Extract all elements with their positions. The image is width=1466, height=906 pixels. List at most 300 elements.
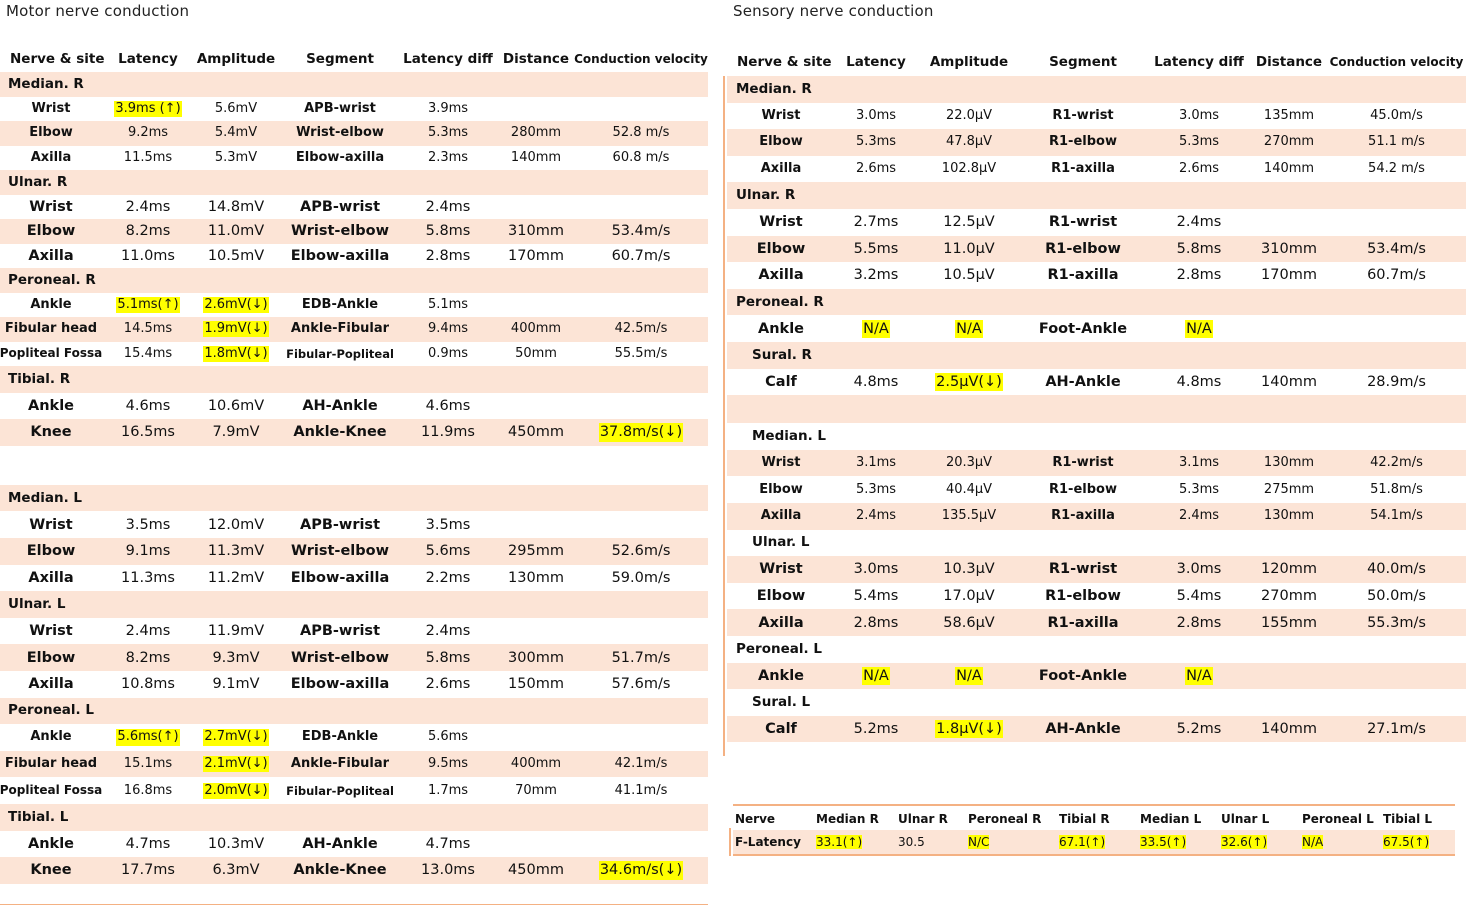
sensory-cell-distance xyxy=(1247,716,1331,743)
motor-cell-value: 9.4ms xyxy=(427,321,469,337)
sensory-cell-latency xyxy=(831,129,921,156)
motor-cell-conduction-velocity xyxy=(576,671,706,698)
sensory-cell-site xyxy=(727,476,835,503)
sensory-cell-site xyxy=(727,609,835,636)
motor-cell-value: 9.1ms xyxy=(125,543,171,560)
motor-cell-value: Elbow xyxy=(29,125,73,141)
sensory-cell-segment xyxy=(1017,315,1149,342)
sensory-cell-latency xyxy=(831,503,921,530)
motor-data-row xyxy=(0,244,708,269)
sensory-data-row xyxy=(727,103,1466,130)
motor-cell-value: 16.5ms xyxy=(121,424,175,441)
sensory-cell-distance xyxy=(1247,369,1331,396)
motor-cell-latency-diff xyxy=(400,146,496,171)
motor-cell-latency xyxy=(100,393,196,420)
motor-cell-amplitude xyxy=(190,777,282,804)
motor-cell-amplitude xyxy=(190,671,282,698)
motor-data-row xyxy=(0,511,708,538)
sensory-cell-segment xyxy=(1017,716,1149,743)
motor-cell-value: EDB-Ankle xyxy=(301,729,379,745)
sensory-cell-value: 3.0ms xyxy=(855,107,897,123)
motor-cell-latency xyxy=(100,671,196,698)
motor-cell-site xyxy=(0,146,102,171)
motor-section-peroneal-l xyxy=(0,698,708,725)
sensory-data-row xyxy=(727,156,1466,183)
sensory-cell-conduction-velocity xyxy=(1327,583,1466,610)
sensory-section-ulnar-l xyxy=(727,530,1466,557)
motor-cell-latency xyxy=(100,857,196,884)
f-latency-value-text: 32.6(↑) xyxy=(1221,835,1268,849)
motor-cell-segment xyxy=(284,857,396,884)
motor-cell-value: 70mm xyxy=(515,782,557,798)
motor-cell-value: 3.9ms (↑) xyxy=(115,100,181,116)
sensory-cell-latency-diff xyxy=(1147,450,1251,477)
motor-cell-amplitude xyxy=(190,121,282,146)
sensory-cell-value: Wrist xyxy=(759,214,803,231)
motor-cell-latency-diff xyxy=(400,419,496,446)
sensory-cell-amplitude xyxy=(921,209,1017,236)
motor-cell-latency xyxy=(100,751,196,778)
motor-cell-value: Ankle xyxy=(30,729,72,745)
motor-cell-latency xyxy=(100,511,196,538)
motor-cell-distance xyxy=(494,511,578,538)
motor-cell-amplitude xyxy=(190,618,282,645)
sensory-cell-value: 47.8μV xyxy=(945,134,993,150)
motor-cell-value: Axilla xyxy=(28,676,74,693)
motor-cell-latency-diff xyxy=(400,565,496,592)
f-latency-value xyxy=(1302,832,1323,852)
sensory-section-label xyxy=(735,636,935,663)
sensory-cell-segment xyxy=(1017,663,1149,690)
sensory-cell-latency xyxy=(831,236,921,263)
sensory-cell-value: AH-Ankle xyxy=(1045,721,1121,738)
f-latency-row-label: F-Latency xyxy=(735,835,801,849)
sensory-cell-conduction-velocity xyxy=(1327,450,1466,477)
sensory-cell-latency xyxy=(831,156,921,183)
motor-cell-latency-diff xyxy=(400,618,496,645)
motor-section-median-l xyxy=(0,485,708,512)
motor-cell-value: 450mm xyxy=(508,424,564,441)
sensory-cell-value: 3.1ms xyxy=(855,454,897,470)
motor-cell-latency xyxy=(100,419,196,446)
sensory-cell-value: 5.3ms xyxy=(855,481,897,497)
motor-cell-site xyxy=(0,195,102,220)
motor-cell-latency-diff xyxy=(400,317,496,342)
motor-cell-conduction-velocity xyxy=(576,538,706,565)
motor-cell-site xyxy=(0,644,102,671)
motor-cell-conduction-velocity xyxy=(576,618,706,645)
motor-data-row xyxy=(0,121,708,146)
motor-cell-value: 6.3mV xyxy=(212,862,260,879)
motor-data-row xyxy=(0,342,708,367)
sensory-cell-value: 5.2ms xyxy=(1176,721,1222,738)
sensory-cell-value: Wrist xyxy=(761,454,801,470)
f-latency-value-text: N/C xyxy=(968,835,990,849)
motor-data-row xyxy=(0,565,708,592)
sensory-cell-distance xyxy=(1247,503,1331,530)
sensory-cell-value: 53.4m/s xyxy=(1367,240,1426,257)
sensory-cell-value: 5.8ms xyxy=(1176,240,1222,257)
sensory-section-peroneal-r xyxy=(727,289,1466,316)
sensory-section-peroneal-l xyxy=(727,636,1466,663)
sensory-cell-segment xyxy=(1017,236,1149,263)
sensory-section-label xyxy=(751,689,951,716)
motor-cell-value: Popliteal Fossa xyxy=(0,783,103,798)
motor-cell-amplitude xyxy=(190,195,282,220)
motor-cell-value: 12.0mV xyxy=(207,516,265,533)
sensory-cell-value: Ankle xyxy=(758,320,804,337)
sensory-cell-value: 2.4ms xyxy=(1176,214,1222,231)
sensory-section-sural-l xyxy=(727,689,1466,716)
motor-cell-segment xyxy=(284,538,396,565)
sensory-cell-segment xyxy=(1017,103,1149,130)
motor-section-label xyxy=(7,170,207,195)
sensory-cell-distance xyxy=(1247,450,1331,477)
sensory-cell-amplitude xyxy=(921,476,1017,503)
motor-header-amplitude xyxy=(190,46,282,72)
motor-cell-value: 14.5ms xyxy=(123,321,173,337)
sensory-data-row xyxy=(727,209,1466,236)
motor-cell-conduction-velocity xyxy=(576,724,706,751)
motor-cell-segment xyxy=(284,342,396,367)
motor-cell-site xyxy=(0,317,102,342)
sensory-cell-latency xyxy=(831,262,921,289)
motor-cell-latency xyxy=(100,777,196,804)
sensory-cell-latency-diff xyxy=(1147,129,1251,156)
sensory-cell-value: R1-wrist xyxy=(1052,107,1114,123)
motor-header-latency xyxy=(100,46,196,72)
sensory-cell-distance xyxy=(1247,103,1331,130)
sensory-section-text: Sural. R xyxy=(752,346,812,363)
motor-cell-value: 14.8mV xyxy=(207,198,265,215)
sensory-cell-amplitude xyxy=(921,315,1017,342)
motor-cell-value: 400mm xyxy=(510,321,562,337)
motor-cell-latency-diff xyxy=(400,219,496,244)
motor-data-row xyxy=(0,393,708,420)
f-latency-value xyxy=(1140,832,1186,852)
motor-cell-site xyxy=(0,293,102,318)
motor-cell-conduction-velocity xyxy=(576,857,706,884)
motor-cell-distance xyxy=(494,538,578,565)
sensory-cell-distance xyxy=(1247,156,1331,183)
motor-cell-amplitude xyxy=(190,565,282,592)
motor-cell-amplitude xyxy=(190,831,282,858)
sensory-cell-site xyxy=(727,262,835,289)
sensory-cell-value: 40.0m/s xyxy=(1367,561,1426,578)
motor-data-row xyxy=(0,751,708,778)
motor-cell-value: Fibular head xyxy=(4,321,98,337)
motor-cell-value: 2.4ms xyxy=(425,623,471,640)
motor-data-row xyxy=(0,538,708,565)
sensory-section-label xyxy=(735,182,935,209)
motor-cell-distance xyxy=(494,644,578,671)
motor-cell-value: 450mm xyxy=(508,862,564,879)
motor-cell-value: 5.8ms xyxy=(425,649,471,666)
sensory-cell-value: 2.6ms xyxy=(855,160,897,176)
sensory-cell-value: 140mm xyxy=(1263,160,1315,176)
motor-cell-distance xyxy=(494,317,578,342)
motor-cell-segment xyxy=(284,751,396,778)
motor-cell-value: 5.6ms(↑) xyxy=(117,729,179,745)
sensory-cell-value: 4.8ms xyxy=(1176,373,1222,390)
motor-cell-latency xyxy=(100,219,196,244)
sensory-cell-value: Calf xyxy=(765,721,797,738)
f-latency-value xyxy=(1059,832,1105,852)
motor-header-label: Latency diff xyxy=(403,50,493,67)
sensory-section-label xyxy=(751,342,951,369)
motor-data-row xyxy=(0,146,708,171)
motor-cell-value: 55.5m/s xyxy=(614,345,668,361)
motor-cell-segment xyxy=(284,777,396,804)
sensory-cell-value: 2.8ms xyxy=(1176,267,1222,284)
motor-cell-value: Ankle-Knee xyxy=(293,862,387,879)
sensory-cell-amplitude xyxy=(921,103,1017,130)
motor-cell-segment xyxy=(284,293,396,318)
motor-data-row xyxy=(0,671,708,698)
motor-cell-segment xyxy=(284,146,396,171)
sensory-cell-amplitude xyxy=(921,556,1017,583)
motor-header-row xyxy=(0,46,708,72)
f-latency-value xyxy=(1221,832,1267,852)
motor-cell-value: Axilla xyxy=(28,569,74,586)
motor-cell-site xyxy=(0,751,102,778)
sensory-cell-latency-diff xyxy=(1147,556,1251,583)
f-latency-header-ulnar-l: Ulnar L xyxy=(1221,812,1270,826)
sensory-cell-value: 310mm xyxy=(1261,240,1317,257)
sensory-cell-latency-diff xyxy=(1147,369,1251,396)
sensory-cell-latency xyxy=(831,716,921,743)
sensory-cell-value: Elbow xyxy=(759,481,803,497)
sensory-cell-conduction-velocity xyxy=(1327,209,1466,236)
motor-cell-amplitude xyxy=(190,419,282,446)
motor-cell-value: Wrist xyxy=(29,198,73,215)
motor-cell-value: 57.6m/s xyxy=(611,676,671,693)
sensory-cell-site xyxy=(727,129,835,156)
sensory-cell-value: 42.2m/s xyxy=(1370,454,1423,470)
motor-cell-value: 11.2mV xyxy=(207,569,265,586)
sensory-cell-value: 10.5μV xyxy=(943,267,995,284)
sensory-cell-latency-diff xyxy=(1147,262,1251,289)
f-latency-value-text: 33.5(↑) xyxy=(1140,835,1187,849)
sensory-cell-value: Elbow xyxy=(756,240,806,257)
sensory-cell-value: 270mm xyxy=(1263,134,1315,150)
motor-header-label: Latency xyxy=(118,50,178,67)
motor-cell-segment xyxy=(284,317,396,342)
sensory-cell-value: 5.2ms xyxy=(853,721,899,738)
motor-cell-value: Elbow-axilla xyxy=(290,569,390,586)
motor-cell-value: 5.3mV xyxy=(214,149,258,165)
motor-cell-distance xyxy=(494,618,578,645)
motor-data-row xyxy=(0,419,708,446)
motor-cell-value: 2.3ms xyxy=(427,149,469,165)
motor-cell-segment xyxy=(284,644,396,671)
f-latency-top-rule xyxy=(733,804,1455,806)
sensory-cell-amplitude xyxy=(921,236,1017,263)
motor-title: Motor nerve conduction xyxy=(6,2,190,20)
motor-cell-value: 2.4ms xyxy=(125,198,171,215)
sensory-cell-site xyxy=(727,716,835,743)
motor-cell-site xyxy=(0,831,102,858)
sensory-cell-value: 58.6μV xyxy=(943,614,995,631)
sensory-cell-distance xyxy=(1247,209,1331,236)
motor-cell-amplitude xyxy=(190,219,282,244)
sensory-cell-value: 270mm xyxy=(1261,588,1317,605)
motor-cell-conduction-velocity xyxy=(576,195,706,220)
motor-cell-latency xyxy=(100,121,196,146)
sensory-cell-conduction-velocity xyxy=(1327,103,1466,130)
motor-cell-value: 11.5ms xyxy=(123,149,173,165)
motor-cell-value: 5.6ms xyxy=(427,729,469,745)
motor-cell-latency xyxy=(100,618,196,645)
sensory-data-row xyxy=(727,503,1466,530)
sensory-data-row xyxy=(727,556,1466,583)
sensory-data-row xyxy=(727,476,1466,503)
motor-cell-value: 52.6m/s xyxy=(611,543,671,560)
motor-cell-distance xyxy=(494,121,578,146)
sensory-section-label xyxy=(751,530,951,557)
motor-cell-latency-diff xyxy=(400,777,496,804)
motor-section-label xyxy=(7,72,207,97)
motor-cell-value: 2.8ms xyxy=(425,247,471,264)
motor-cell-distance xyxy=(494,671,578,698)
f-latency-header-median-l: Median L xyxy=(1140,812,1202,826)
sensory-cell-latency xyxy=(831,583,921,610)
sensory-cell-value: R1-axilla xyxy=(1047,267,1119,284)
motor-cell-value: 11.9mV xyxy=(207,623,265,640)
motor-cell-value: Elbow-axilla xyxy=(290,676,390,693)
motor-section-tibial-l xyxy=(0,804,708,831)
sensory-cell-value: 2.4ms xyxy=(1178,508,1220,524)
motor-cell-value: 9.2ms xyxy=(127,125,169,141)
motor-cell-latency-diff xyxy=(400,244,496,269)
sensory-cell-segment xyxy=(1017,209,1149,236)
sensory-cell-value: R1-axilla xyxy=(1047,614,1119,631)
motor-cell-latency-diff xyxy=(400,751,496,778)
sensory-cell-value: 135.5μV xyxy=(941,508,997,524)
motor-cell-value: APB-wrist xyxy=(300,198,380,215)
motor-cell-site xyxy=(0,419,102,446)
sensory-header-segment xyxy=(1017,48,1149,76)
motor-section-label xyxy=(7,698,207,725)
sensory-title: Sensory nerve conduction xyxy=(733,2,934,20)
motor-cell-latency-diff xyxy=(400,511,496,538)
motor-cell-value: 11.0mV xyxy=(207,223,265,240)
motor-cell-distance xyxy=(494,342,578,367)
motor-cell-value: 15.4ms xyxy=(123,345,173,361)
motor-header-label: Distance xyxy=(502,50,570,67)
motor-cell-latency-diff xyxy=(400,121,496,146)
sensory-cell-amplitude xyxy=(921,262,1017,289)
motor-cell-value: 2.1mV(↓) xyxy=(204,755,268,771)
motor-cell-site xyxy=(0,219,102,244)
sensory-cell-segment xyxy=(1017,476,1149,503)
motor-cell-amplitude xyxy=(190,724,282,751)
motor-cell-latency-diff xyxy=(400,644,496,671)
motor-cell-site xyxy=(0,777,102,804)
sensory-data-row xyxy=(727,663,1466,690)
sensory-cell-value: 130mm xyxy=(1263,454,1315,470)
sensory-section-median-l xyxy=(727,423,1466,450)
sensory-cell-value: Ankle xyxy=(758,667,804,684)
motor-cell-distance xyxy=(494,831,578,858)
sensory-cell-segment xyxy=(1017,262,1149,289)
motor-cell-value: 280mm xyxy=(510,125,562,141)
sensory-data-row xyxy=(727,129,1466,156)
motor-cell-site xyxy=(0,244,102,269)
sensory-cell-value: 2.8ms xyxy=(853,614,899,631)
motor-header-label: Amplitude xyxy=(196,50,276,67)
sensory-cell-value: 10.3μV xyxy=(943,561,995,578)
motor-cell-latency xyxy=(100,146,196,171)
motor-cell-value: 130mm xyxy=(508,569,564,586)
motor-cell-value: Elbow xyxy=(26,223,76,240)
sensory-cell-value: 50.0m/s xyxy=(1367,588,1426,605)
f-latency-bottom-rule xyxy=(733,854,1455,856)
sensory-cell-site xyxy=(727,156,835,183)
motor-cell-conduction-velocity xyxy=(576,644,706,671)
sensory-cell-value: R1-elbow xyxy=(1045,240,1121,257)
sensory-cell-conduction-velocity xyxy=(1327,503,1466,530)
motor-data-row xyxy=(0,317,708,342)
motor-cell-value: 42.1m/s xyxy=(614,755,668,771)
sensory-cell-latency xyxy=(831,663,921,690)
motor-cell-value: Ankle-Fibular xyxy=(290,321,390,337)
motor-cell-value: AH-Ankle xyxy=(302,835,378,852)
motor-cell-value: 9.3mV xyxy=(212,649,260,666)
motor-cell-latency-diff xyxy=(400,831,496,858)
motor-data-row xyxy=(0,831,708,858)
sensory-cell-amplitude xyxy=(921,450,1017,477)
motor-cell-value: 1.7ms xyxy=(427,782,469,798)
sensory-cell-amplitude xyxy=(921,503,1017,530)
motor-cell-value: 170mm xyxy=(508,247,564,264)
f-latency-header-tibial-r: Tibial R xyxy=(1059,812,1110,826)
motor-header-segment xyxy=(284,46,396,72)
motor-section-text: Median. L xyxy=(8,489,83,506)
motor-header-latency-diff xyxy=(400,46,496,72)
sensory-cell-segment xyxy=(1017,156,1149,183)
sensory-cell-value: Axilla xyxy=(760,508,802,524)
motor-data-row xyxy=(0,857,708,884)
motor-cell-latency-diff xyxy=(400,293,496,318)
motor-cell-conduction-velocity xyxy=(576,219,706,244)
sensory-header-nerve-site xyxy=(727,48,844,76)
sensory-cell-value: 3.2ms xyxy=(853,267,899,284)
sensory-cell-conduction-velocity xyxy=(1327,156,1466,183)
motor-section-text: Peroneal. L xyxy=(8,702,94,719)
motor-cell-segment xyxy=(284,393,396,420)
sensory-header-label: Amplitude xyxy=(929,53,1009,70)
sensory-cell-conduction-velocity xyxy=(1327,236,1466,263)
motor-cell-latency-diff xyxy=(400,857,496,884)
sensory-cell-value: 54.2 m/s xyxy=(1368,160,1425,176)
motor-cell-value: 5.6mV xyxy=(214,100,258,116)
sensory-header-distance xyxy=(1247,48,1331,76)
motor-cell-value: 9.1mV xyxy=(212,676,260,693)
f-latency-header-peroneal-r: Peroneal R xyxy=(968,812,1042,826)
sensory-header-row xyxy=(727,48,1466,76)
motor-cell-site xyxy=(0,618,102,645)
sensory-cell-value: Wrist xyxy=(759,561,803,578)
sensory-section-text: Median. R xyxy=(736,80,812,97)
motor-cell-latency-diff xyxy=(400,393,496,420)
motor-cell-value: 2.4ms xyxy=(425,198,471,215)
motor-cell-conduction-velocity xyxy=(576,831,706,858)
sensory-cell-value: Axilla xyxy=(758,614,804,631)
sensory-cell-value: 40.4μV xyxy=(945,481,993,497)
motor-cell-site xyxy=(0,857,102,884)
sensory-cell-latency-diff xyxy=(1147,476,1251,503)
